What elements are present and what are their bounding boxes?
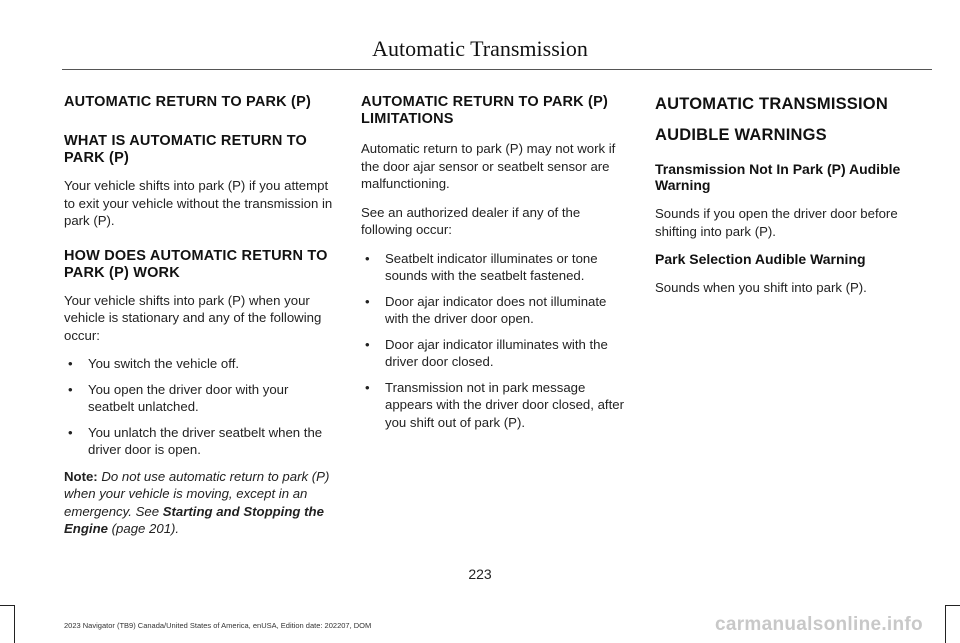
subheading-how-does: HOW DOES AUTOMATIC RETURN TO PARK (P) WORK — [64, 247, 328, 281]
edition-footer: 2023 Navigator (TB9) Canada/United States of America, enUSA, Edition date: 202207, DOM — [64, 621, 372, 630]
dealer-list — [361, 250, 633, 432]
cross-reference-link[interactable]: Starting and Stopping the Engine — [64, 503, 324, 536]
crop-mark-left — [14, 605, 15, 643]
list-item: • Door ajar indicator does not illuminate with the driver door open. — [361, 293, 633, 328]
column-right — [655, 94, 927, 308]
crop-mark-right — [945, 605, 946, 643]
paragraph-see-dealer: See an authorized dealer if any of the following occur: — [361, 204, 581, 237]
page-title: Automatic Transmission — [372, 36, 588, 61]
list-item: • Transmission not in park message appears with the driver door closed, after you shift out of park (P). — [361, 379, 633, 432]
paragraph-park-selection: Sounds when you shift into park (P). — [655, 280, 867, 295]
list-item: • You open the driver door with your seatbelt unlatched. — [64, 381, 336, 416]
crop-mark-right-horizontal — [945, 605, 960, 606]
note-text: Do not use automatic return to park (P) when your vehicle is moving, except in an emergency. See — [64, 468, 330, 519]
list-item: • Door ajar indicator illuminates with the driver door closed. — [361, 336, 633, 371]
column-left — [64, 94, 336, 549]
subheading-what-is: WHAT IS AUTOMATIC RETURN TO PARK (P) — [64, 133, 308, 166]
paragraph-limitations: Automatic return to park (P) may not work if the door ajar sensor or seatbelt sensor are malfunctioning. — [361, 141, 616, 191]
list-item: • You unlatch the driver seatbelt when the driver door is open. — [64, 424, 336, 459]
page-number: 223 — [468, 566, 492, 582]
occur-list — [64, 355, 336, 459]
list-item: • Seatbelt indicator illuminates or tone sounds with the seatbelt fastened. — [361, 250, 633, 285]
list-item: • You switch the vehicle off. — [64, 355, 336, 373]
note-label: Note: — [64, 468, 98, 484]
section-heading-audible-warnings-line1: AUTOMATIC TRANSMISSION — [655, 95, 888, 113]
header-divider — [62, 69, 932, 70]
paragraph-what-is: Your vehicle shifts into park (P) if you attempt to exit your vehicle without the transmission in park (P). — [64, 178, 333, 228]
paragraph-how-does: Your vehicle shifts into park (P) when your vehicle is stationary and any of the following occur: — [64, 292, 322, 343]
section-heading-auto-return: AUTOMATIC RETURN TO PARK (P) — [64, 94, 311, 110]
page-reference: (page 201). — [111, 521, 180, 536]
column-middle — [361, 94, 633, 440]
subheading-not-in-park: Transmission Not In Park (P) Audible Warning — [655, 161, 901, 193]
section-heading-limitations: AUTOMATIC RETURN TO PARK (P) LIMITATIONS — [361, 94, 608, 127]
watermark: carmanualsonline.info — [715, 614, 923, 635]
note-paragraph — [64, 468, 336, 538]
crop-mark-left-horizontal — [0, 605, 15, 606]
section-heading-audible-warnings-line2: AUDIBLE WARNINGS — [655, 126, 827, 144]
subheading-park-selection: Park Selection Audible Warning — [655, 251, 866, 267]
paragraph-not-in-park: Sounds if you open the driver door before shifting into park (P). — [655, 206, 898, 239]
